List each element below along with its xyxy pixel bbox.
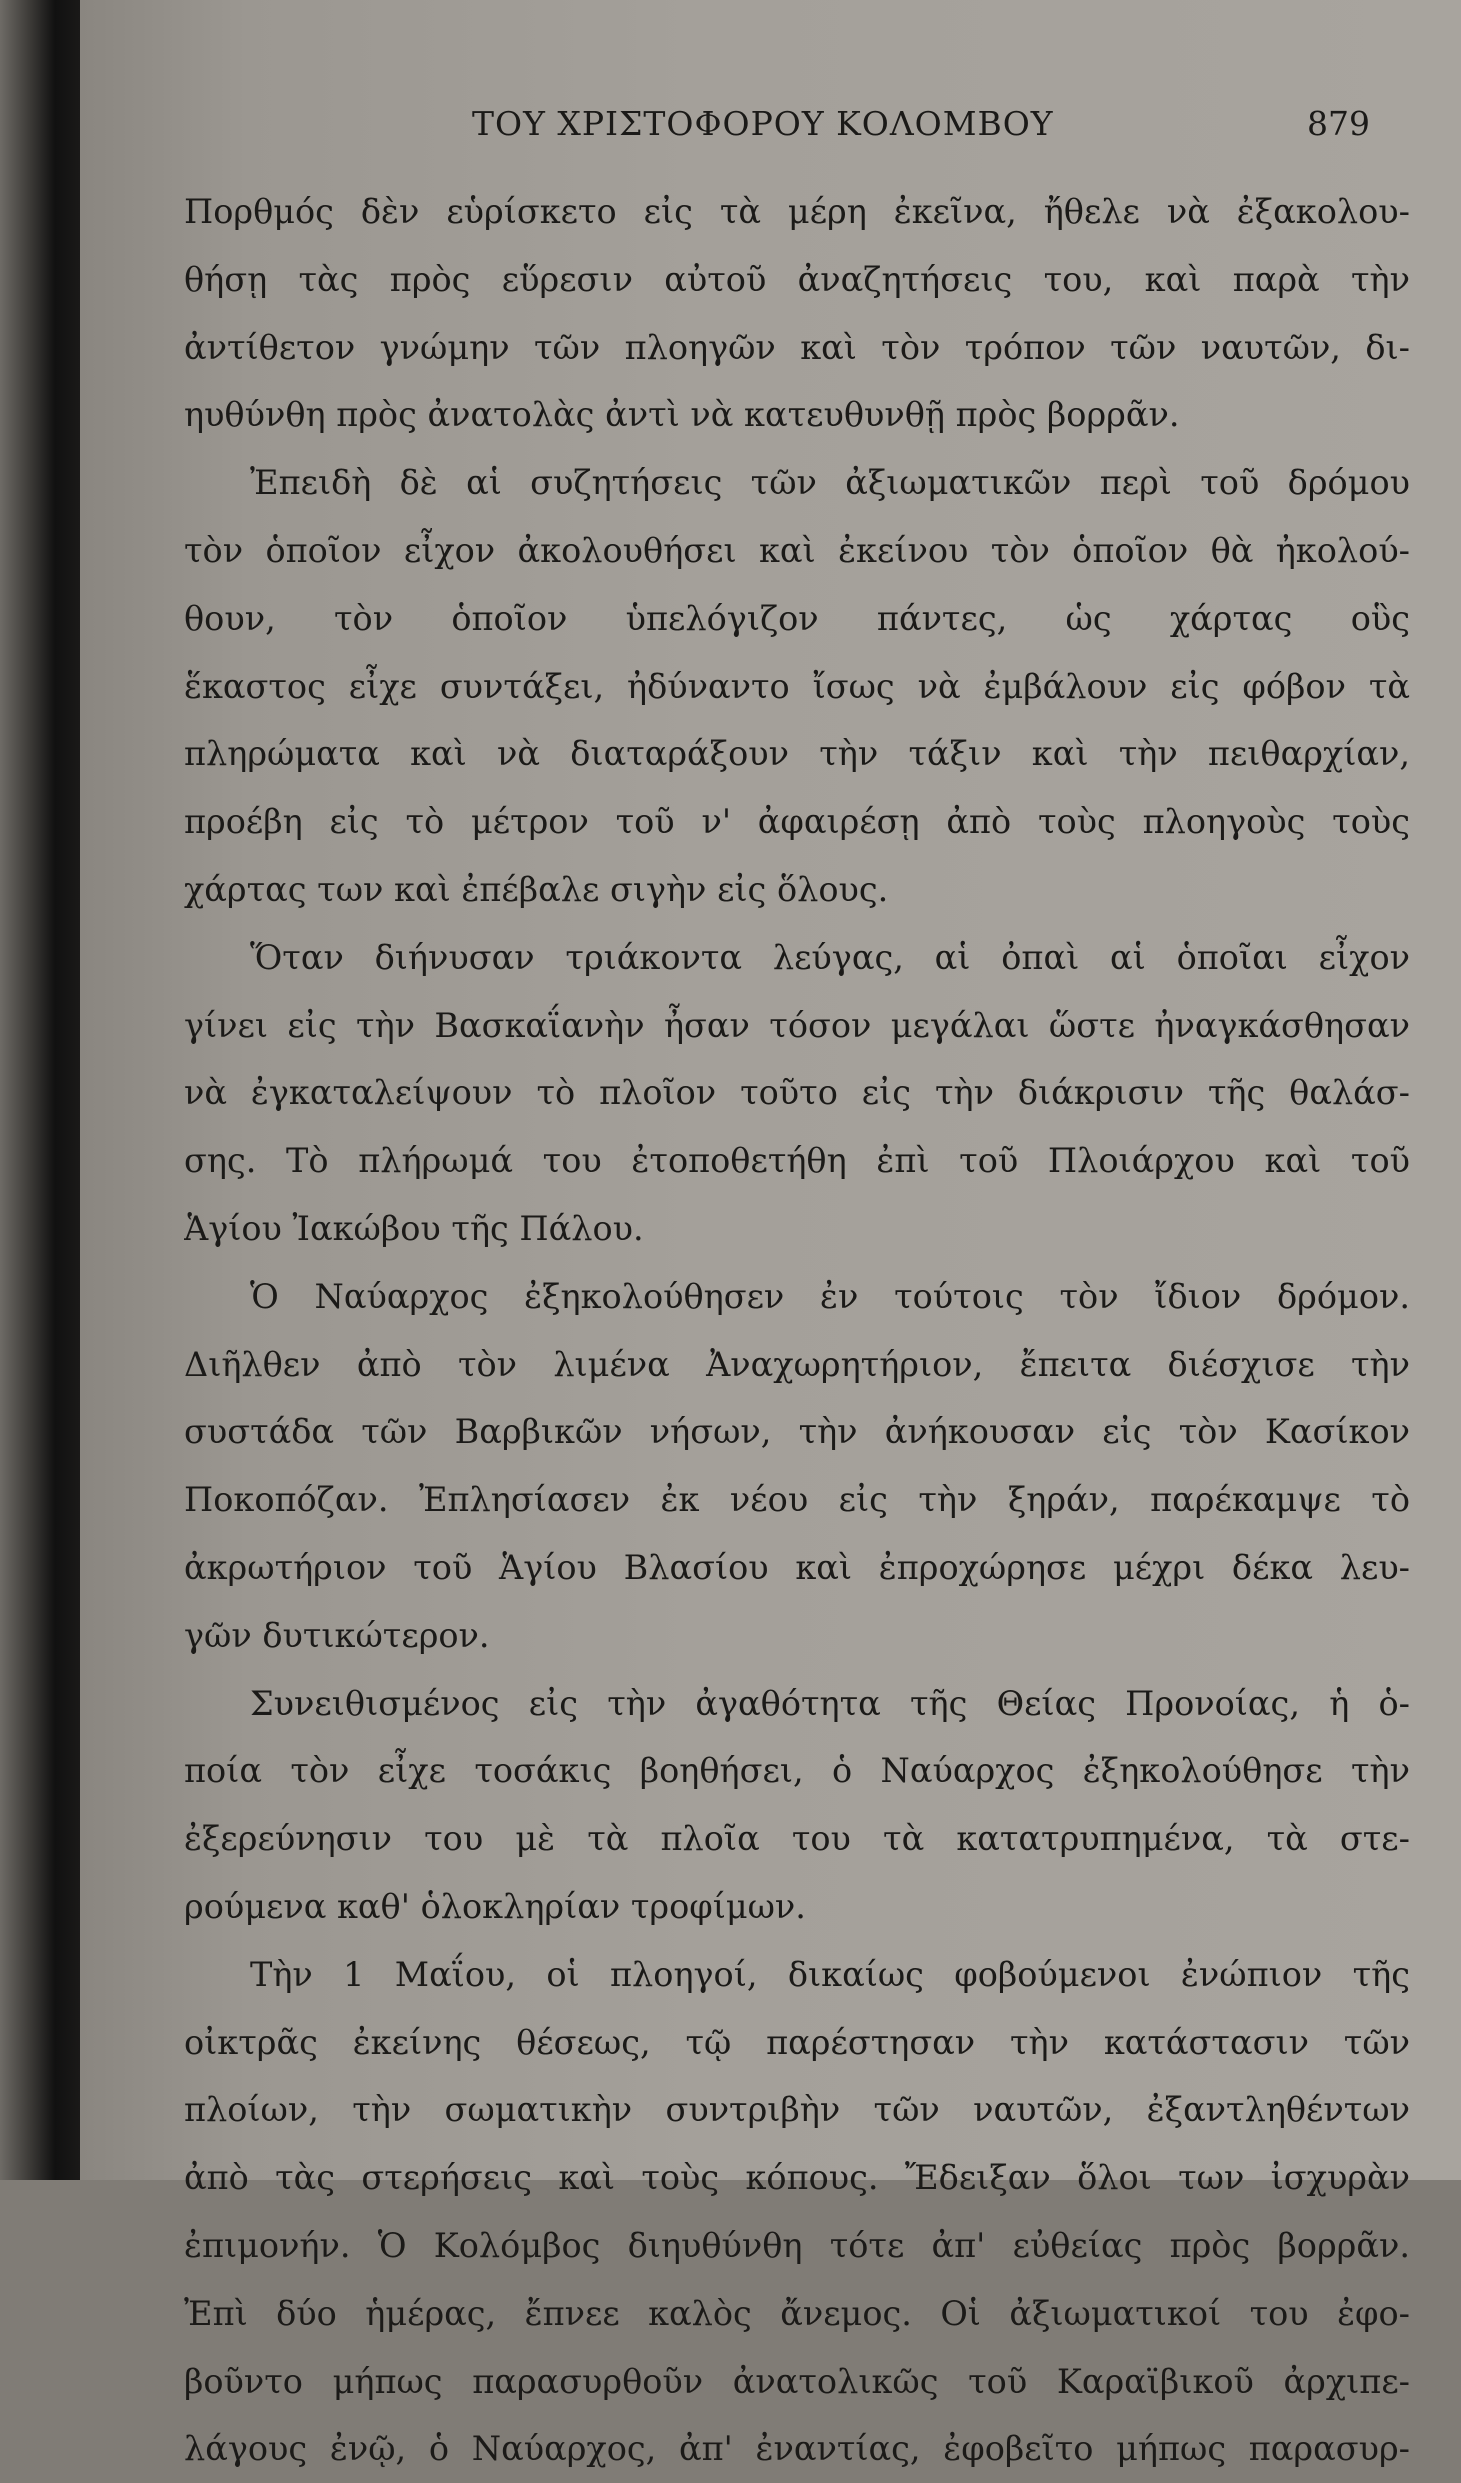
text-line: ἕκαστος εἶχε συντάξει, ἠδύναντο ἴσως νὰ ἐμβάλουν εἰς φόβον τὰ [184, 666, 1410, 706]
text-line: Ὁ Ναύαρχος ἐξηκολούθησεν ἐν τούτοις τὸν ἴδιον δρόμον. [250, 1276, 1410, 1316]
text-line: σης. Τὸ πλήρωμά του ἐτοποθετήθη ἐπὶ τοῦ Πλοιάρχου καὶ τοῦ [184, 1141, 1410, 1181]
text-line: Διῆλθεν ἀπὸ τὸν λιμένα Ἀναχωρητήριον, ἔπειτα διέσχισε τὴν [184, 1344, 1410, 1384]
text-line: προέβη εἰς τὸ μέτρον τοῦ ν' ἀφαιρέσῃ ἀπὸ τοὺς πλοηγοὺς τοὺς [184, 802, 1410, 842]
text-line: Ἐπὶ δύο ἡμέρας, ἔπνεε καλὸς ἄνεμος. Οἱ ἀξιωματικοί του ἐφο- [184, 2293, 1410, 2333]
text-line: θήσῃ τὰς πρὸς εὕρεσιν αὐτοῦ ἀναζητήσεις του, καὶ παρὰ τὴν [184, 259, 1410, 299]
text-line: τὸν ὁποῖον εἶχον ἀκολουθήσει καὶ ἐκείνου τὸν ὁποῖον θὰ ἠκολού- [184, 530, 1410, 570]
text-line: χάρτας των καὶ ἐπέβαλε σιγὴν εἰς ὅλους. [184, 869, 889, 909]
text-line: Ἁγίου Ἰακώβου τῆς Πάλου. [184, 1208, 644, 1248]
text-line: ποία τὸν εἶχε τοσάκις βοηθήσει, ὁ Ναύαρχος ἐξηκολούθησε τὴν [184, 1751, 1410, 1791]
text-line: Πορθμός δὲν εὑρίσκετο εἰς τὰ μέρη ἐκεῖνα, ἤθελε νὰ ἐξακολου- [184, 192, 1410, 231]
text-line: ἐπιμονήν. Ὁ Κολόμβος διηυθύνθη τότε ἀπ' εὐθείας πρὸς βορρᾶν. [184, 2225, 1410, 2265]
text-line: Συνειθισμένος εἰς τὴν ἀγαθότητα τῆς Θείας Προνοίας, ἡ ὁ- [250, 1683, 1410, 1723]
text-line: συστάδα τῶν Βαρβικῶν νήσων, τὴν ἀνήκουσαν εἰς τὸν Κασίκον [184, 1412, 1410, 1452]
running-title: ΤΟΥ ΧΡΙΣΤΟΦΟΡΟΥ ΚΟΛΟΜΒΟΥ [472, 104, 1054, 143]
text-line: βοῦντο μήπως παρασυρθοῦν ἀνατολικῶς τοῦ Καραϊβικοῦ ἀρχιπε- [184, 2361, 1410, 2401]
text-line: γίνει εἰς τὴν Βασκαΐανὴν ἦσαν τόσον μεγάλαι ὥστε ἠναγκάσθησαν [184, 1005, 1410, 1045]
book-spine-shadow [0, 0, 80, 2180]
text-line: οἰκτρᾶς ἐκείνης θέσεως, τῷ παρέστησαν τὴν κατάστασιν τῶν [184, 2022, 1410, 2062]
text-line: λάγους ἐνῷ, ὁ Ναύαρχος, ἀπ' ἐναντίας, ἐφοβεῖτο μήπως παρασυρ- [184, 2429, 1410, 2469]
text-line: πλοίων, τὴν σωματικὴν συντριβὴν τῶν ναυτῶν, ἐξαντληθέντων [184, 2090, 1410, 2130]
body-text [184, 178, 1410, 2483]
page-number: 879 [1307, 104, 1370, 143]
text-line: νὰ ἐγκαταλείψουν τὸ πλοῖον τοῦτο εἰς τὴν διάκρισιν τῆς θαλάσ- [184, 1073, 1410, 1113]
text-line: Τὴν 1 Μαΐου, οἱ πλοηγοί, δικαίως φοβούμενοι ἐνώπιον τῆς [250, 1954, 1410, 1994]
text-line: ἀκρωτήριον τοῦ Ἁγίου Βλασίου καὶ ἐπροχώρησε μέχρι δέκα λευ- [184, 1547, 1410, 1587]
text-line: ηυθύνθη πρὸς ἀνατολὰς ἀντὶ νὰ κατευθυνθῇ πρὸς βορρᾶν. [184, 395, 1180, 435]
text-line: πληρώματα καὶ νὰ διαταράξουν τὴν τάξιν καὶ τὴν πειθαρχίαν, [184, 734, 1410, 774]
text-line: ρούμενα καθ' ὁλοκληρίαν τροφίμων. [184, 1886, 806, 1926]
text-line: Ποκοπόζαν. Ἐπλησίασεν ἐκ νέου εἰς τὴν ξηράν, παρέκαμψε τὸ [184, 1480, 1410, 1520]
text-line: ἀπὸ τὰς στερήσεις καὶ τοὺς κόπους. Ἔδειξαν ὅλοι των ἰσχυρὰν [184, 2158, 1410, 2198]
book-page [80, 0, 1461, 2469]
text-line: γῶν δυτικώτερον. [184, 1615, 490, 1655]
text-line: Ὅταν διήνυσαν τριάκοντα λεύγας, αἱ ὀπαὶ αἱ ὁποῖαι εἶχον [250, 937, 1410, 977]
page-header [80, 104, 1370, 154]
text-line: θουν, τὸν ὁποῖον ὑπελόγιζον πάντες, ὡς χάρτας οὓς [184, 598, 1410, 638]
text-line: ἐξερεύνησιν του μὲ τὰ πλοῖα του τὰ κατατρυπημένα, τὰ στε- [184, 1819, 1410, 1859]
text-line: Ἐπειδὴ δὲ αἱ συζητήσεις τῶν ἀξιωματικῶν περὶ τοῦ δρόμου [250, 463, 1410, 503]
text-line: ἀντίθετον γνώμην τῶν πλοηγῶν καὶ τὸν τρόπον τῶν ναυτῶν, δι- [184, 327, 1410, 367]
